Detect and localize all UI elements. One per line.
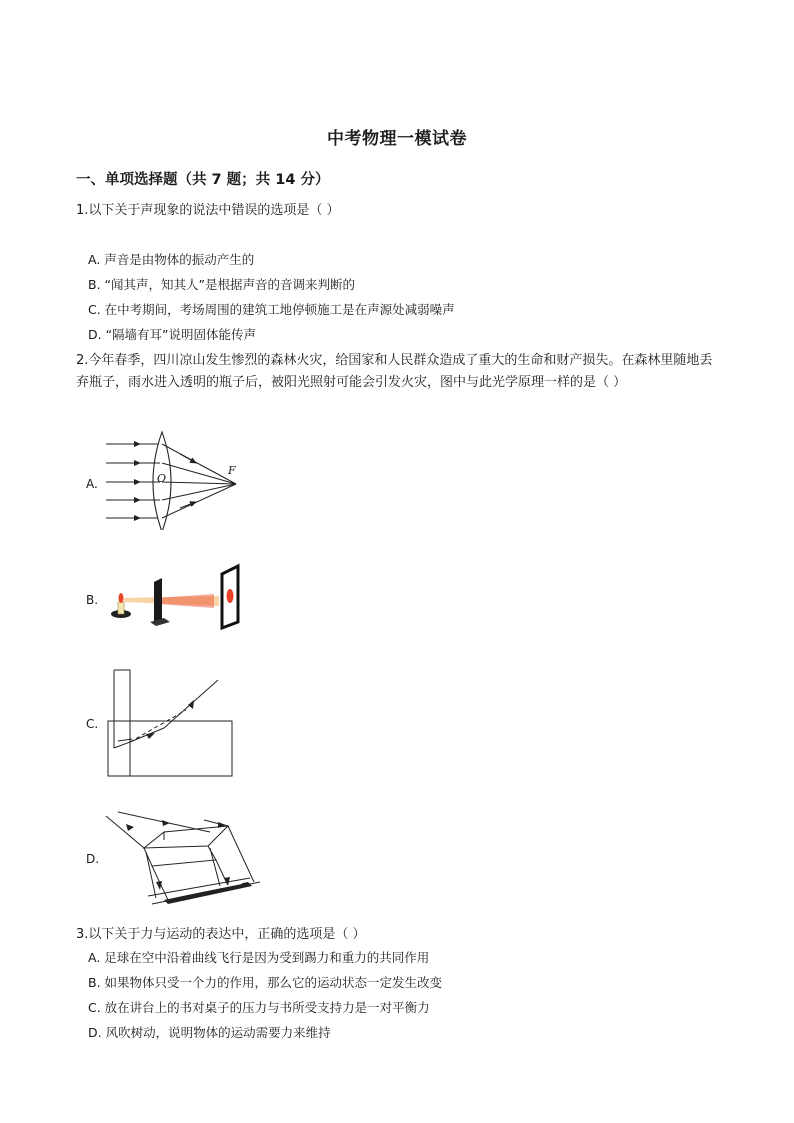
focus-label: F: [228, 464, 236, 477]
question-3-option-d: D. 风吹树动，说明物体的运动需要力来维持: [88, 1025, 331, 1040]
question-2-option-d: D.: [86, 852, 100, 866]
question-1-option-c: C. 在中考期间，考场周围的建筑工地停顿施工是在声源处减弱噪声: [88, 302, 455, 317]
question-3-option-c: C. 放在讲台上的书对桌子的压力与书所受支持力是一对平衡力: [88, 1000, 430, 1015]
question-2-option-b: B.: [86, 593, 99, 607]
section-heading: 一、单项选择题（共 7 题；共 14 分）: [76, 172, 330, 188]
refraction-block-figure: [104, 666, 239, 781]
pinhole-camera-figure: [104, 562, 254, 632]
question-1-stem: 1.以下关于声现象的说法中错误的选项是（ ）: [76, 203, 340, 218]
question-3-option-b: B. 如果物体只受一个力的作用，那么它的运动状态一定发生改变: [88, 975, 443, 990]
prism-reflection-figure: [100, 808, 265, 908]
question-1-option-b: B. “闻其声，知其人”是根据声音的音调来判断的: [88, 277, 355, 292]
question-3-stem: 3.以下关于力与运动的表达中，正确的选项是（ ）: [76, 927, 366, 942]
question-2-option-a: A.: [86, 477, 98, 491]
question-2-option-c: C.: [86, 717, 99, 731]
question-2-stem: 2.今年春季，四川凉山发生惨烈的森林火灾，给国家和人民群众造成了重大的生命和财产损失。在森林里随地丢弃瓶子，雨水进入透明的瓶子后，被阳光照射可能会引发火灾，图中与此光学原理一样的是（ ）: [76, 353, 713, 390]
lens-center-label: O: [157, 472, 167, 485]
question-1-option-d: D. “隔墙有耳”说明固体能传声: [88, 327, 257, 342]
question-1-option-a: A. 声音是由物体的振动产生的: [88, 252, 255, 267]
page-title: 中考物理一模试卷: [327, 129, 467, 149]
convex-lens-figure: [100, 430, 250, 530]
question-3-option-a: A. 足球在空中沿着曲线飞行是因为受到踢力和重力的共同作用: [88, 950, 430, 965]
